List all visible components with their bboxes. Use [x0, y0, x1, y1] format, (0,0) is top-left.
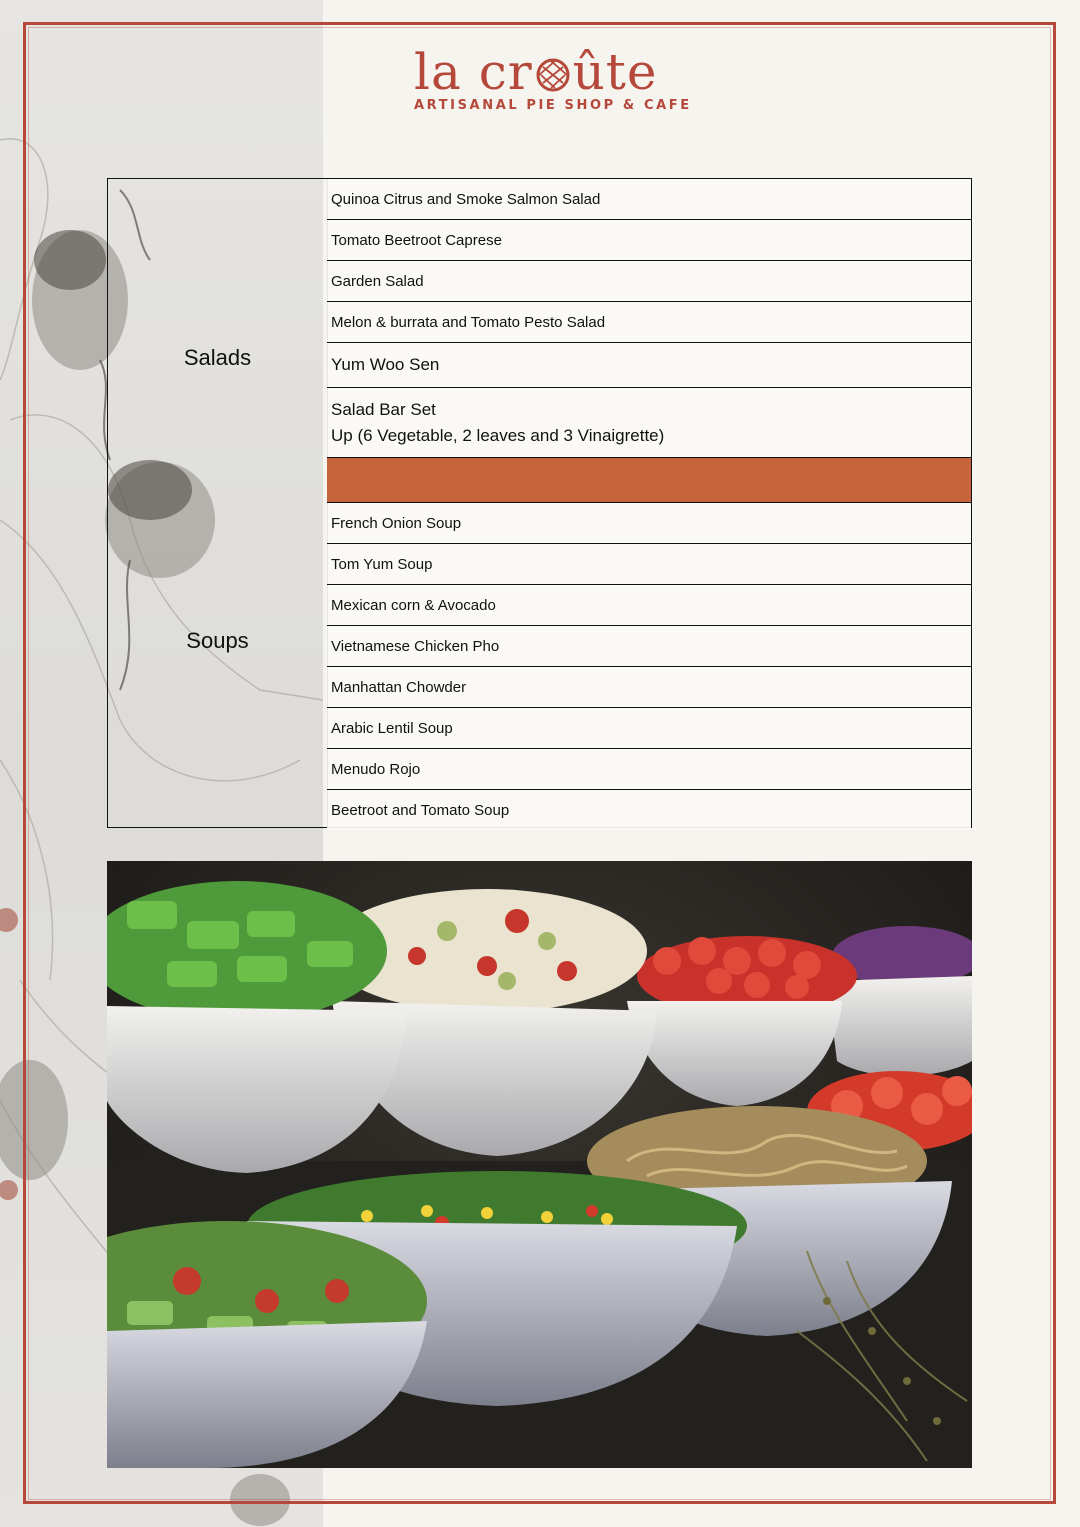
- category-salads: Salads: [183, 345, 252, 370]
- menu-item: Yum Woo Sen: [327, 343, 971, 388]
- category-column: [108, 179, 328, 827]
- brand-name: la cr ûte: [414, 43, 658, 101]
- menu-item: Vietnamese Chicken Pho: [327, 626, 971, 667]
- salad-bowls-image: [107, 861, 972, 1468]
- menu-table: [107, 178, 972, 828]
- menu-item: Tomato Beetroot Caprese: [327, 220, 971, 261]
- menu-item: Garden Salad: [327, 261, 971, 302]
- menu-item: Tom Yum Soup: [327, 544, 971, 585]
- brand-logo: [414, 43, 692, 120]
- category-soups: Soups: [186, 628, 249, 653]
- menu-item: Melon & burrata and Tomato Pesto Salad: [327, 302, 971, 343]
- salad-bar-set-title: Salad Bar Set: [331, 399, 436, 419]
- menu-item: Arabic Lentil Soup: [327, 708, 971, 749]
- menu-item: Menudo Rojo: [327, 749, 971, 790]
- salad-bar-set-detail: Up (6 Vegetable, 2 leaves and 3 Vinaigrette): [331, 425, 665, 445]
- menu-item: Beetroot and Tomato Soup: [327, 790, 971, 830]
- section-divider: [327, 458, 971, 503]
- menu-item: French Onion Soup: [327, 503, 971, 544]
- menu-item: Quinoa Citrus and Smoke Salmon Salad: [327, 179, 971, 220]
- menu-items: [327, 179, 971, 830]
- menu-item: Manhattan Chowder: [327, 667, 971, 708]
- salad-bar-photo: [107, 861, 972, 1468]
- pie-icon: [533, 53, 573, 93]
- brand-tagline: ARTISANAL PIE SHOP & CAFE: [414, 98, 692, 113]
- menu-item: Mexican corn & Avocado: [327, 585, 971, 626]
- menu-item-salad-bar-set: [327, 388, 971, 458]
